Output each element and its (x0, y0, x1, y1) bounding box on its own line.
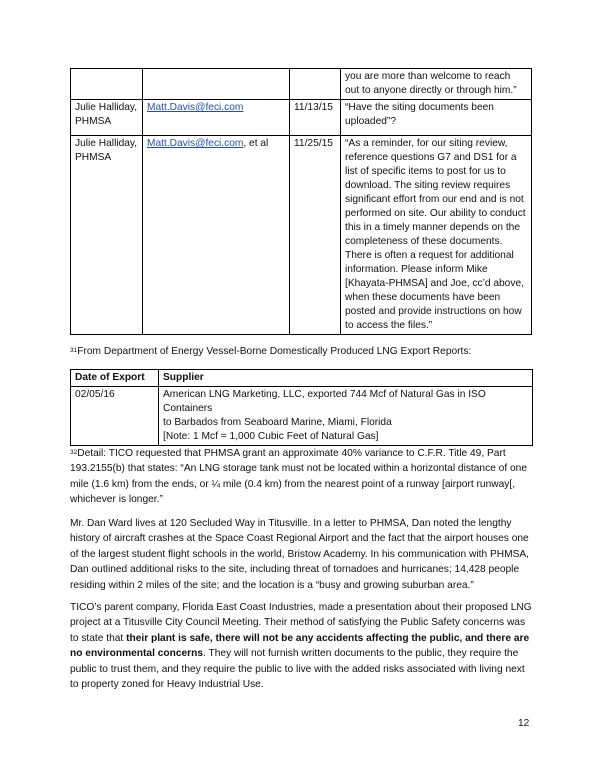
export-date-cell: 02/05/16 (71, 387, 159, 446)
paragraph-text: TICO’s parent company, Florida East Coast Industries, made a presentation about their proposed LNG project at a Titusville City Council Meeting. Their method of satisfying the Public Safety concerns was to state that (70, 602, 532, 644)
supplier-line: to Barbados from Seaboard Marine, Miami, Florida (163, 417, 392, 428)
table-row (71, 69, 532, 100)
footnote-marker: 32 (70, 449, 78, 456)
recipient-cell (143, 69, 290, 100)
column-header-supplier: Supplier (159, 370, 533, 387)
footnote-text: From Department of Energy Vessel-Borne Domestically Produced LNG Export Reports: (77, 346, 472, 357)
footnote-31 (70, 344, 532, 359)
column-header-date: Date of Export (71, 370, 159, 387)
recipient-suffix: , et al (243, 138, 269, 149)
page-number: 12 (518, 718, 530, 729)
table-row (71, 100, 532, 136)
correspondence-table (70, 68, 532, 335)
date-cell: 11/13/15 (290, 100, 341, 136)
emphasis-text: their plant is safe, there will not be any accidents affecting the public, and there are no environmental concerns (70, 632, 530, 660)
footnote-32 (70, 446, 532, 508)
date-cell (290, 69, 341, 100)
date-cell: 11/25/15 (290, 136, 341, 335)
table-row (71, 387, 533, 446)
supplier-note: [Note: 1 Mcf = 1,000 Cubic Feet of Natural Gas] (163, 431, 379, 442)
table-row (71, 136, 532, 335)
note-cell: “As a reminder, for our siting review, reference questions G7 and DS1 for a list of specific items to post for us to download. The siting review requires significant effort from our end and is not performed on site. Our ability to conduct this in a timely manner depends on the completeness of these documents. There is often a request for additional information. Please inform Mike [Khayata-PHMSA] and Joe, cc’d above, when these documents have been posted and provide instructions on how to access the files.” (341, 136, 532, 335)
sender-cell (71, 69, 143, 100)
recipient-email-link[interactable]: Matt.Davis@feci.com (147, 102, 244, 113)
supplier-line: American LNG Marketing, LLC, exported 744 Mcf of Natural Gas in ISO Containers (163, 389, 486, 414)
note-cell: you are more than welcome to reach out to anyone directly or through him.” (341, 69, 532, 100)
body-paragraph: Mr. Dan Ward lives at 120 Secluded Way in Titusville. In a letter to PHMSA, Dan noted the lengthy history of aircraft crashes at the Space Coast Regional Airport and the fact that the airport houses one of the largest student flight schools in the world, Bristow Academy. In his communication with PHMSA, Dan outlined additional risks to the site, including threat of tornadoes and hurricanes; 14,428 people residing within 2 miles of the site; and the location is a “busy and growing suburban area.” (70, 518, 530, 591)
recipient-email-link[interactable]: Matt.Davis@feci.com (147, 138, 244, 149)
footnote-text: Detail: TICO requested that PHMSA grant an approximate 40% variance to C.F.R. Title 49, Part 193.2155(b) that states: “An LNG storage tank must not be located within a horizontal distance of one mile (1.6 km) from the ends, or ¼ mile (0.4 km) from the nearest point of a runway [airport runway[, whichever is longer.” (70, 448, 528, 506)
supplier-cell (159, 387, 533, 446)
export-table (70, 369, 533, 446)
recipient-cell (143, 100, 290, 136)
recipient-cell (143, 136, 290, 335)
footnote-marker: 31 (70, 347, 78, 354)
paragraph-text: . They will not furnish written documents to the public, they require the public to trust them, and they require the public to live with the added risks associated with living next to property zoned for Heavy Industrial Use. (70, 648, 525, 691)
body-paragraph (70, 600, 532, 692)
table-header-row (71, 370, 533, 387)
sender-cell: Julie Halliday, PHMSA (71, 136, 143, 335)
sender-cell: Julie Halliday, PHMSA (71, 100, 143, 136)
note-cell: “Have the siting documents been uploaded”? (341, 100, 532, 136)
